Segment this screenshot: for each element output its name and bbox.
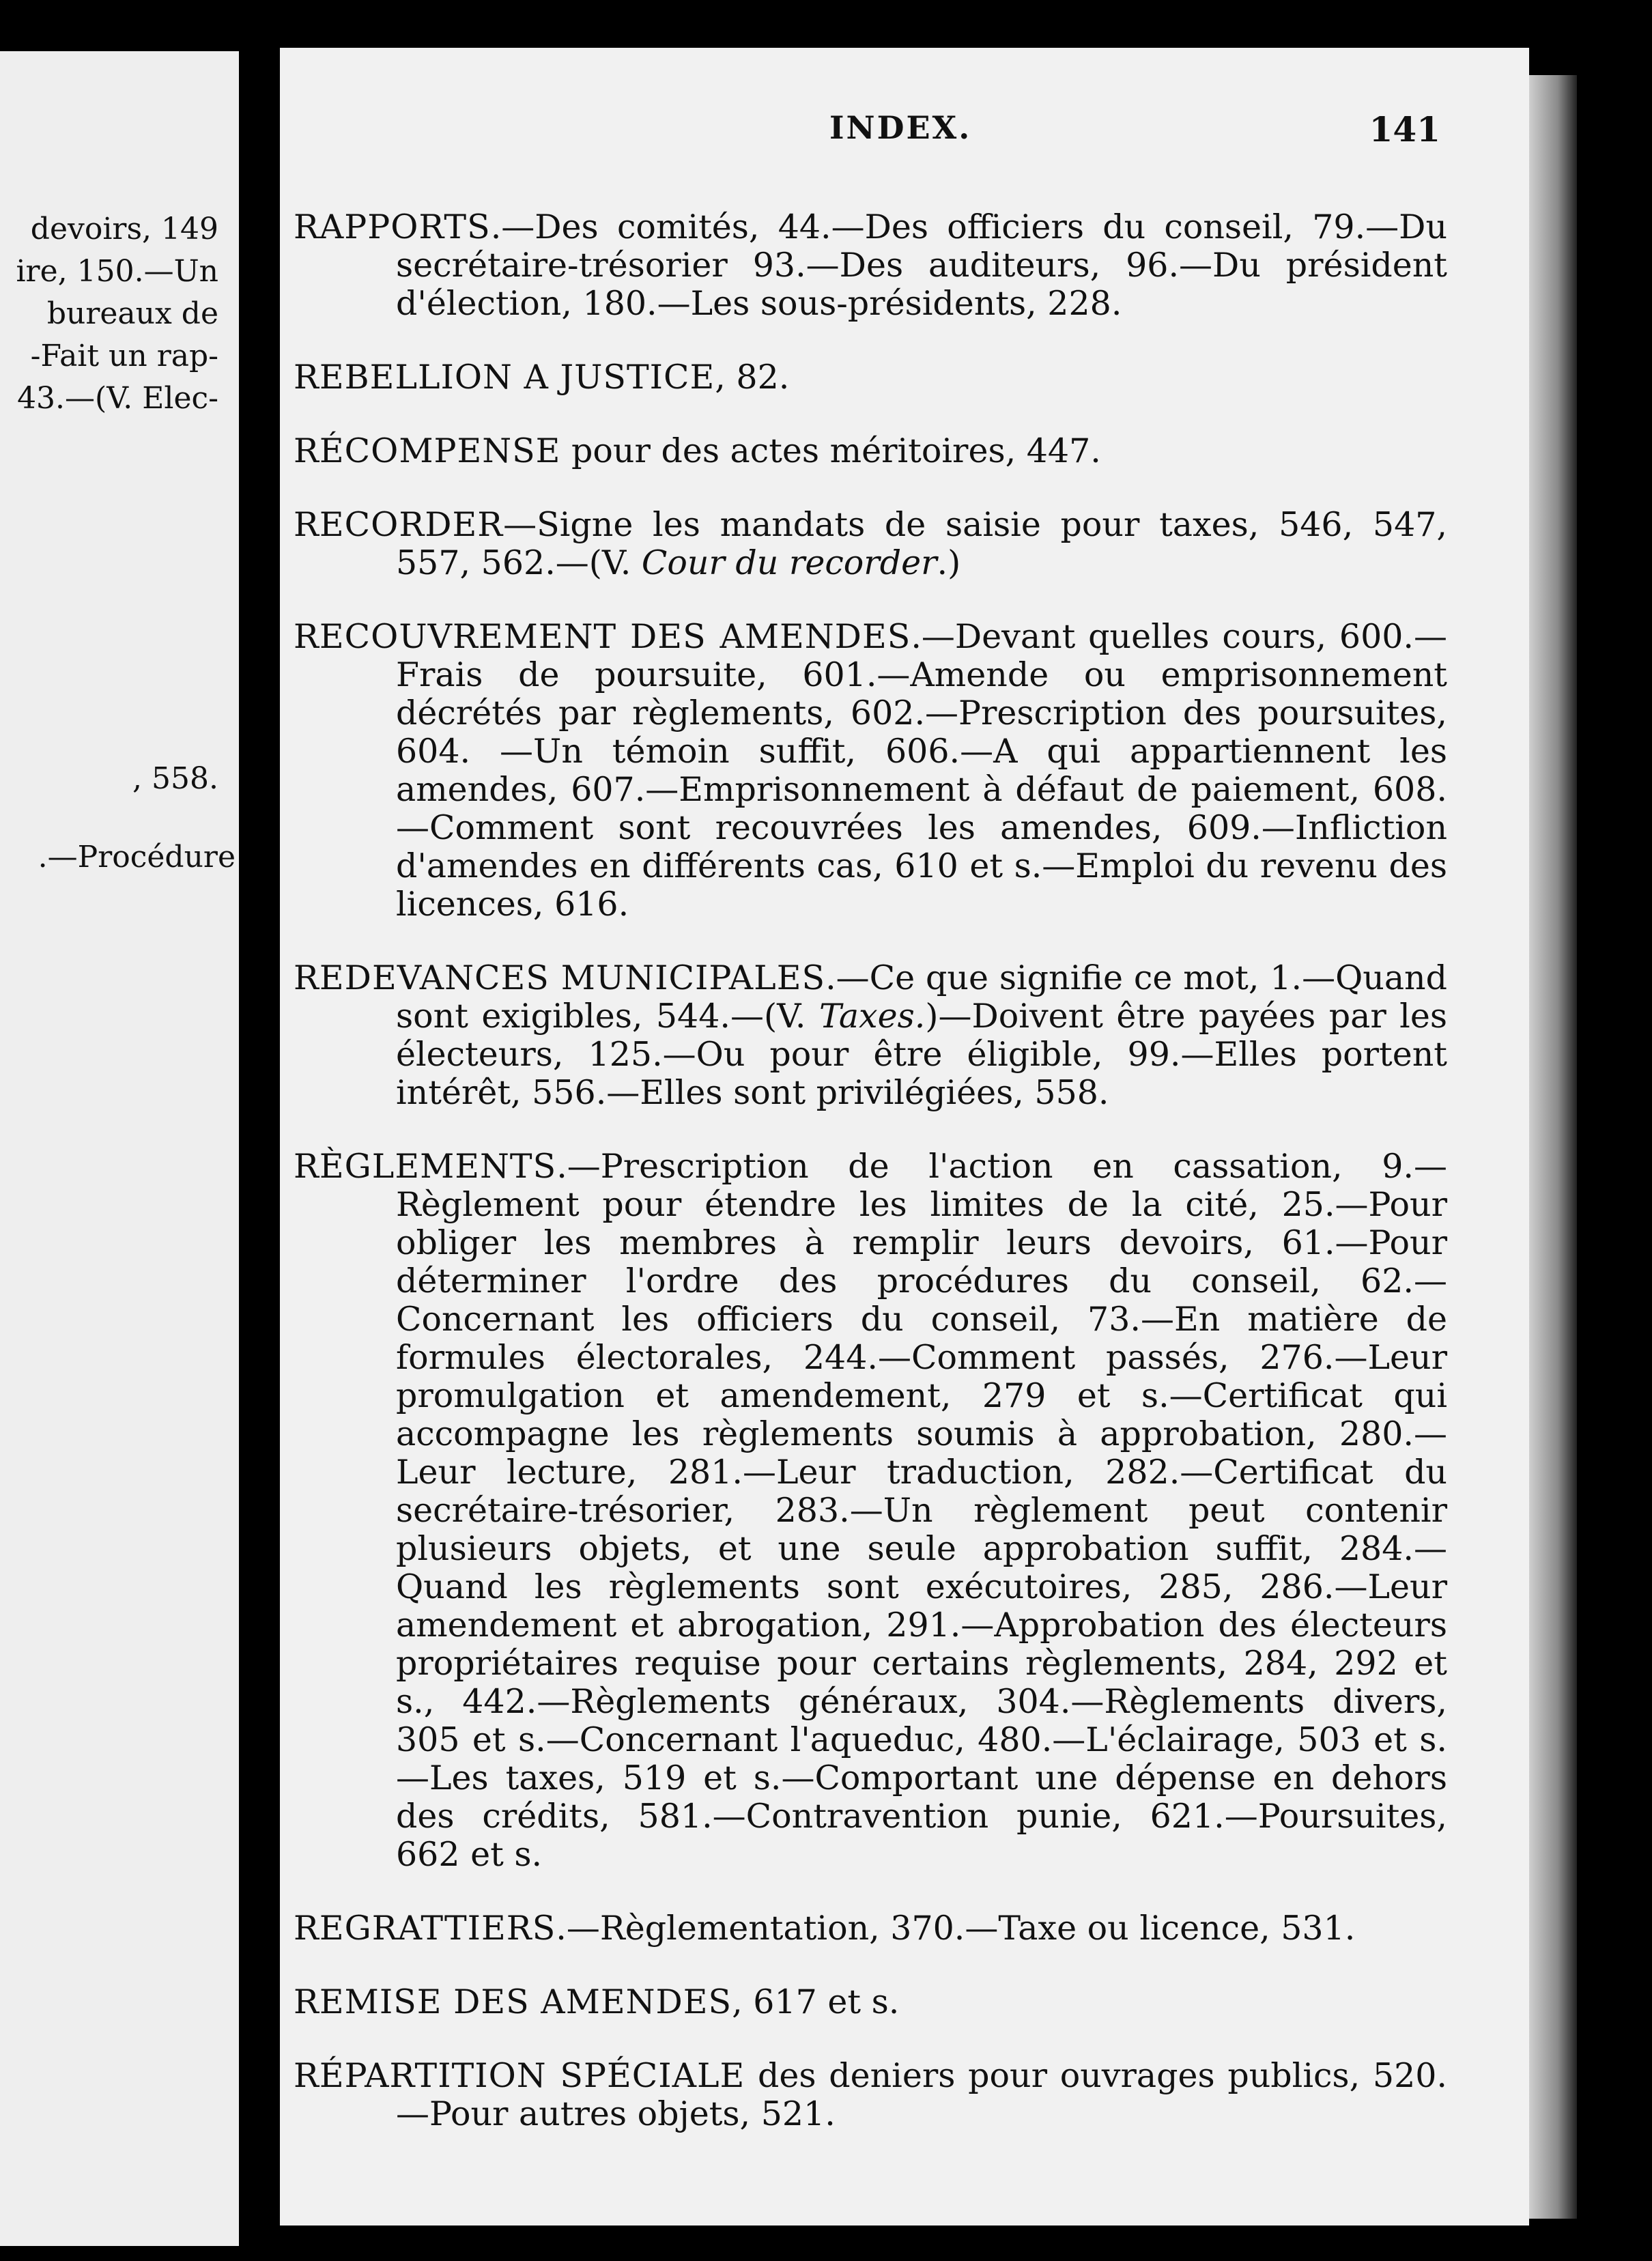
- index-entry: [294, 959, 1447, 1112]
- index-entry: [294, 618, 1447, 924]
- entry-body: .—Règlementation, 370.—Taxe ou licence, 531.: [556, 1909, 1356, 1948]
- index-entry: [294, 432, 1447, 470]
- index-entry: [294, 1909, 1447, 1948]
- entry-tail: .): [937, 543, 961, 582]
- index-entry: [294, 2057, 1447, 2133]
- entry-body: .—Devant quelles cours, 600.—Frais de poursuite, 601.—Amende ou emprisonnement décrétés par règlements, 602.—Prescription des poursuites, 604. —Un témoin suffit, 606.—A qui appartiennent les amendes, 607.—Emprisonnement à défaut de paiement, 608.—Comment sont recouvrées les amendes, 609.—Infliction d'amendes en différents cas, 610 et s.—Emploi du revenu des licences, 616.: [396, 617, 1447, 924]
- index-entry: [294, 1148, 1447, 1874]
- index-entry: [294, 358, 1447, 397]
- gutter: [239, 51, 280, 2246]
- entry-heading: RÉPARTITION SPÉCIALE: [294, 2056, 745, 2095]
- fragment-line: -Fait un rap-: [30, 339, 218, 373]
- previous-page-fragment: [0, 51, 239, 2246]
- fragment-line: ire, 150.—Un: [16, 254, 218, 289]
- entry-heading: RECOUVREMENT DES AMENDES: [294, 617, 911, 656]
- entry-body: .—Des comités, 44.—Des officiers du conseil, 79.—Du secrétaire-trésorier 93.—Des auditeurs, 96.—Du président d'élection, 180.—Les sous-présidents, 228.: [396, 208, 1447, 323]
- page-edge: [1529, 75, 1577, 2219]
- index-entry: [294, 506, 1447, 582]
- entry-heading: REBELLION A JUSTICE: [294, 358, 715, 397]
- entry-heading: RECORDER: [294, 505, 504, 544]
- index-entry: [294, 1983, 1447, 2021]
- fragment-line: 43.—(V. Elec-: [17, 381, 218, 416]
- fragment-line: , 558.: [132, 761, 218, 796]
- fragment-line: bureaux de: [46, 296, 218, 331]
- page-number: 141: [1369, 109, 1440, 150]
- entry-heading: REMISE DES AMENDES: [294, 1982, 732, 2021]
- entry-tail: )—Doivent être payées par les électeurs, 125.—Ou pour être éligible, 99.—Elles portent intérêt, 556.—Elles sont privilégiées, 558.: [396, 997, 1447, 1112]
- entry-body: , 82.: [715, 358, 790, 397]
- running-title: INDEX.: [829, 109, 972, 146]
- entry-heading: RÉCOMPENSE: [294, 431, 561, 470]
- entry-body: pour des actes méritoires, 447.: [560, 431, 1101, 470]
- entry-body: —Signe les mandats de saisie pour taxes, 546, 547, 557, 562.—(V.: [396, 505, 1447, 582]
- entry-body: .—Prescription de l'action en cassation, 9.—Règlement pour étendre les limites de la cité, 25.—Pour obliger les membres à remplir leurs devoirs, 61.—Pour déterminer l'ordre des procédures du conseil, 62.—Concernant les officiers du conseil, 73.—En matière de formules électorales, 244.—Comment passés, 276.—Leur promulgation et amendement, 279 et s.—Certificat qui accompagne les règlements soumis à approbation, 280.—Leur lecture, 281.—Leur traduction, 282.—Certificat du secrétaire-trésorier, 283.—Un règlement peut contenir plusieurs objets, et une seule approbation suffit, 284.—Quand les règlements sont exécutoires, 285, 286.—Leur amendement et abrogation, 291.—Approbation des électeurs propriétaires requise pour certains règlements, 284, 292 et s., 442.—Règlements généraux, 304.—Règlements divers, 305 et s.—Concernant l'aqueduc, 480.—L'éclairage, 503 et s.—Les taxes, 519 et s.—Comportant une dépense en dehors des crédits, 581.—Contravention punie, 621.—Poursuites, 662 et s.: [396, 1147, 1447, 1874]
- entry-crossref: Cour du recorder: [641, 543, 937, 582]
- index-page: [280, 48, 1529, 2226]
- entry-heading: RAPPORTS: [294, 208, 491, 246]
- entry-heading: REDEVANCES MUNICIPALES: [294, 958, 826, 997]
- fragment-line: .—Procédure: [38, 840, 236, 874]
- entry-heading: REGRATTIERS: [294, 1909, 556, 1948]
- index-entry: [294, 208, 1447, 323]
- entry-heading: RÈGLEMENTS: [294, 1147, 557, 1186]
- entry-body: .—Ce que signifie ce mot, 1.—Quand sont exigibles, 544.—(V.: [396, 958, 1447, 1036]
- entry-crossref: Taxes.: [818, 997, 926, 1036]
- entry-body: , 617 et s.: [732, 1982, 900, 2021]
- fragment-line: devoirs, 149: [30, 212, 218, 246]
- running-head: [280, 109, 1529, 157]
- index-entries: [294, 208, 1447, 2169]
- entry-body: des deniers pour ouvrages publics, 520. —Pour autres objets, 521.: [396, 2056, 1447, 2133]
